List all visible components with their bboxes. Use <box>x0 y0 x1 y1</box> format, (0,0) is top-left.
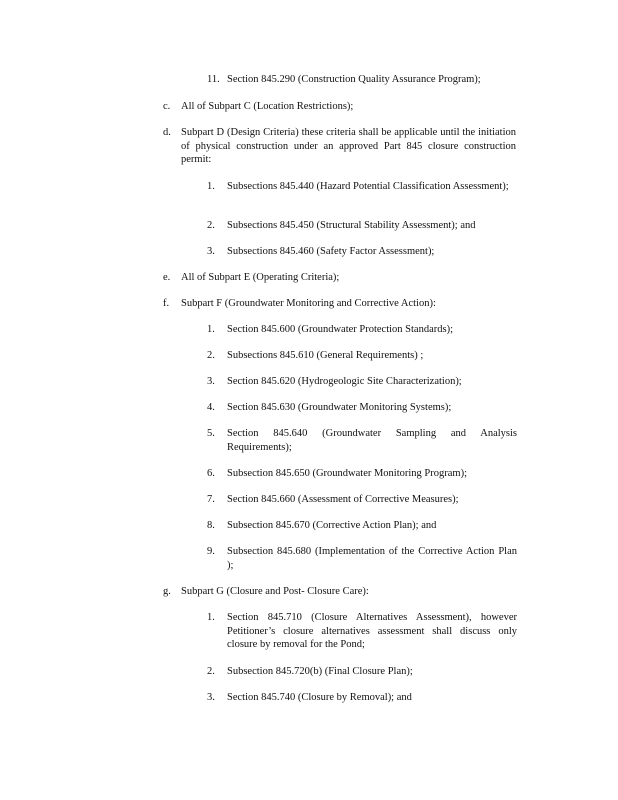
item-text: Subsections 845.440 (Hazard Potential Classification Assessment); <box>227 181 509 192</box>
item-letter: f. <box>163 298 170 309</box>
item-text: Subsection 845.670 (Corrective Action Plan); and <box>227 520 437 531</box>
item-text: Section 845.710 (Closure Alternatives Assessment), however Petitioner’s closure alternatives assessment shall discuss only closure by removal for the Pond; <box>227 612 517 650</box>
item-text: Section 845.620 (Hydrogeologic Site Characterization); <box>227 376 462 387</box>
item-text: Subpart G (Closure and Post- Closure Care): <box>181 586 369 597</box>
item-number: 3. <box>207 246 215 257</box>
item-letter: e. <box>163 272 171 283</box>
item-number: 3. <box>207 692 215 703</box>
item-text: Section 845.630 (Groundwater Monitoring Systems); <box>227 402 452 413</box>
item-number: 4. <box>207 402 215 413</box>
item-text: Subsection 845.680 (Implementation of the Corrective Action Plan ); <box>227 546 517 571</box>
item-text: Section 845.640 (Groundwater Sampling and Analysis Requirements); <box>227 428 517 453</box>
item-text: Subsection 845.650 (Groundwater Monitoring Program); <box>227 468 468 479</box>
item-text: Subsections 845.610 (General Requirements) ; <box>227 350 424 361</box>
item-number: 2. <box>207 220 215 231</box>
item-number: 3. <box>207 376 215 387</box>
item-number: 8. <box>207 520 215 531</box>
item-number: 5. <box>207 428 215 439</box>
item-text: Subpart D (Design Criteria) these criteria shall be applicable until the initiation of physical construction under an approved Part 845 closure construction permit: <box>181 127 516 165</box>
item-letter: c. <box>163 101 171 112</box>
item-number: 9. <box>207 546 215 557</box>
item-text: Section 845.600 (Groundwater Protection Standards); <box>227 324 453 335</box>
item-text: Subsection 845.720(b) (Final Closure Plan); <box>227 666 413 677</box>
item-text: Section 845.740 (Closure by Removal); and <box>227 692 412 703</box>
item-number: 2. <box>207 350 215 361</box>
item-number: 6. <box>207 468 215 479</box>
item-number: 1. <box>207 612 215 623</box>
item-number: 7. <box>207 494 215 505</box>
item-number: 1. <box>207 181 215 192</box>
item-text: Section 845.290 (Construction Quality Assurance Program); <box>227 74 481 85</box>
item-text: All of Subpart E (Operating Criteria); <box>181 272 340 283</box>
item-text: Section 845.660 (Assessment of Corrective Measures); <box>227 494 459 505</box>
item-letter: g. <box>163 586 171 597</box>
item-letter: d. <box>163 127 171 138</box>
item-number: 2. <box>207 666 215 677</box>
item-text: Subsections 845.460 (Safety Factor Assessment); <box>227 246 435 257</box>
item-text: All of Subpart C (Location Restrictions); <box>181 101 354 112</box>
item-text: Subsections 845.450 (Structural Stability Assessment); and <box>227 220 476 231</box>
item-number: 11. <box>207 74 220 85</box>
item-number: 1. <box>207 324 215 335</box>
item-text: Subpart F (Groundwater Monitoring and Corrective Action): <box>181 298 436 309</box>
